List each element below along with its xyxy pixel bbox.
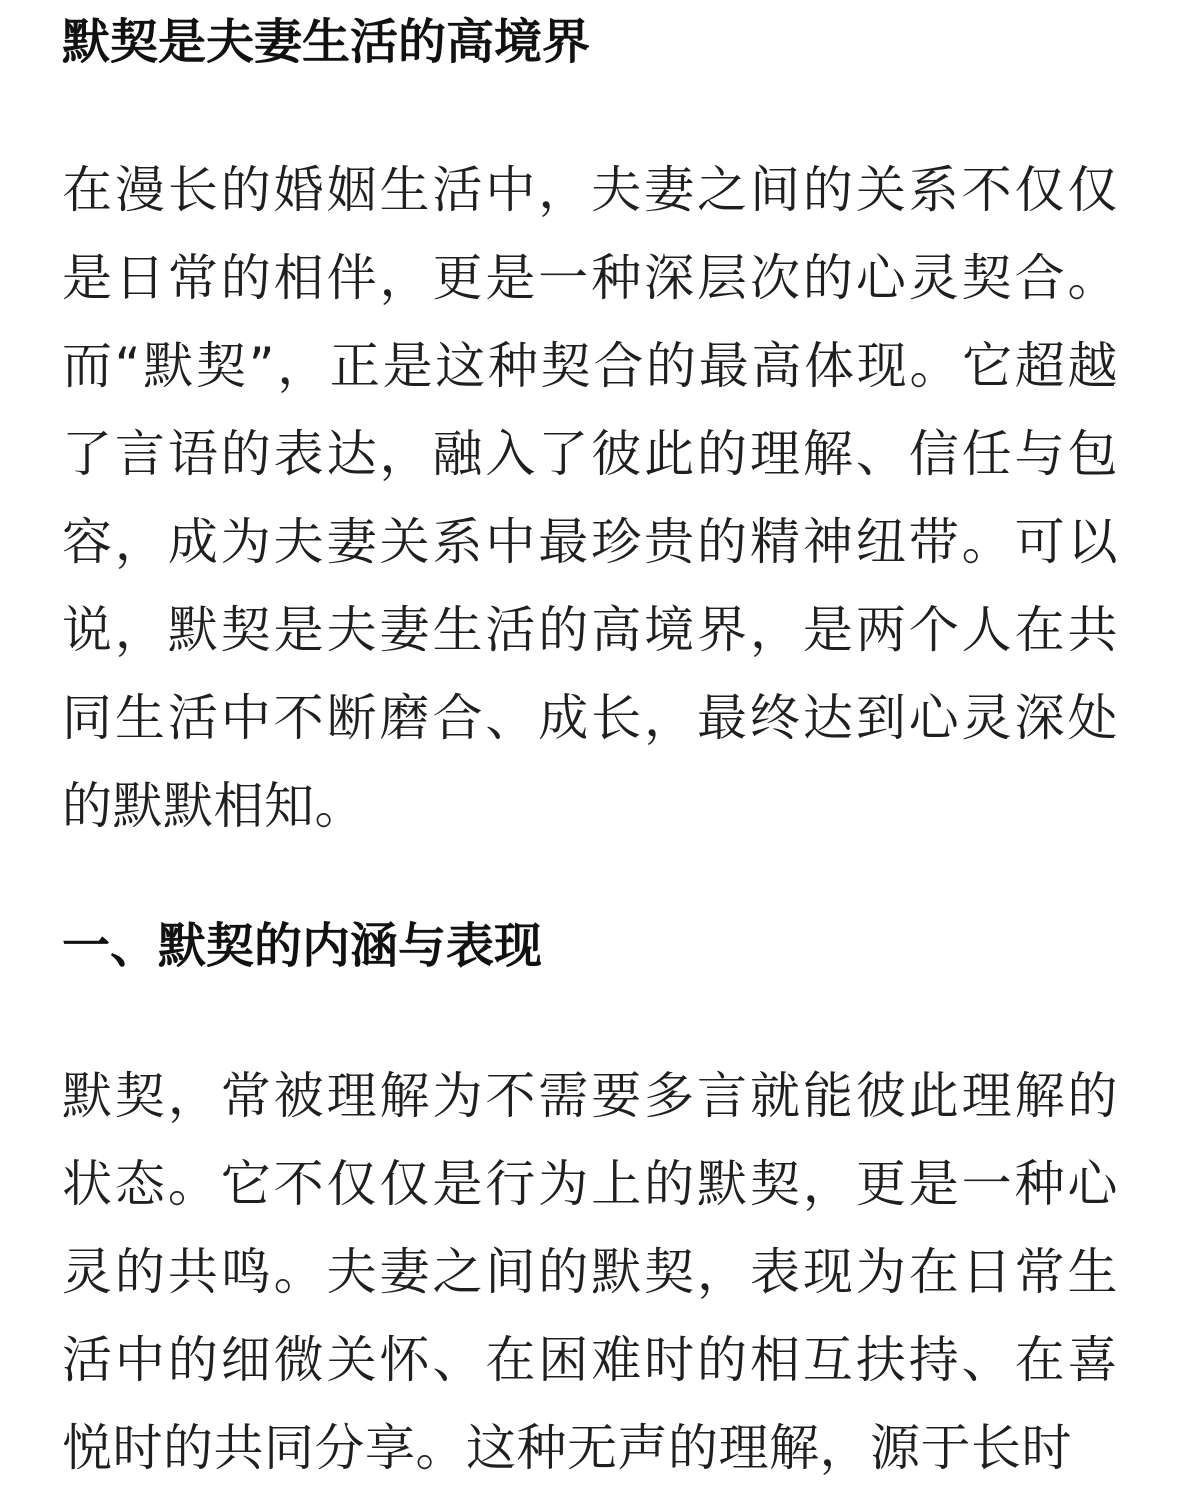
article bbox=[62, 0, 1118, 1477]
section-heading: 一、默契的内涵与表现 bbox=[62, 918, 543, 974]
article-title: 默契是夫妻生活的高境界 bbox=[62, 14, 591, 70]
intro-paragraph: 在漫长的婚姻生活中，夫妻之间的关系不仅仅是日常的相伴，更是一种深层次的心灵契合。而“默契”，正是这种契合的最高体现。它超越了言语的表达，融入了彼此的理解、信任与包容，成为夫妻关系中最珍贵的精神纽带。可以说，默契是夫妻生活的高境界，是两个人在共同生活中不断磨合、成长，最终达到心灵深处的默默相知。 bbox=[62, 161, 1118, 835]
section-paragraph: 默契，常被理解为不需要多言就能彼此理解的状态。它不仅仅是行为上的默契，更是一种心灵的共鸣。夫妻之间的默契，表现为在日常生活中的细微关怀、在困难时的相互扶持、在喜悦时的共同分享。这种无声的理解，源于长时 bbox=[62, 1067, 1118, 1477]
